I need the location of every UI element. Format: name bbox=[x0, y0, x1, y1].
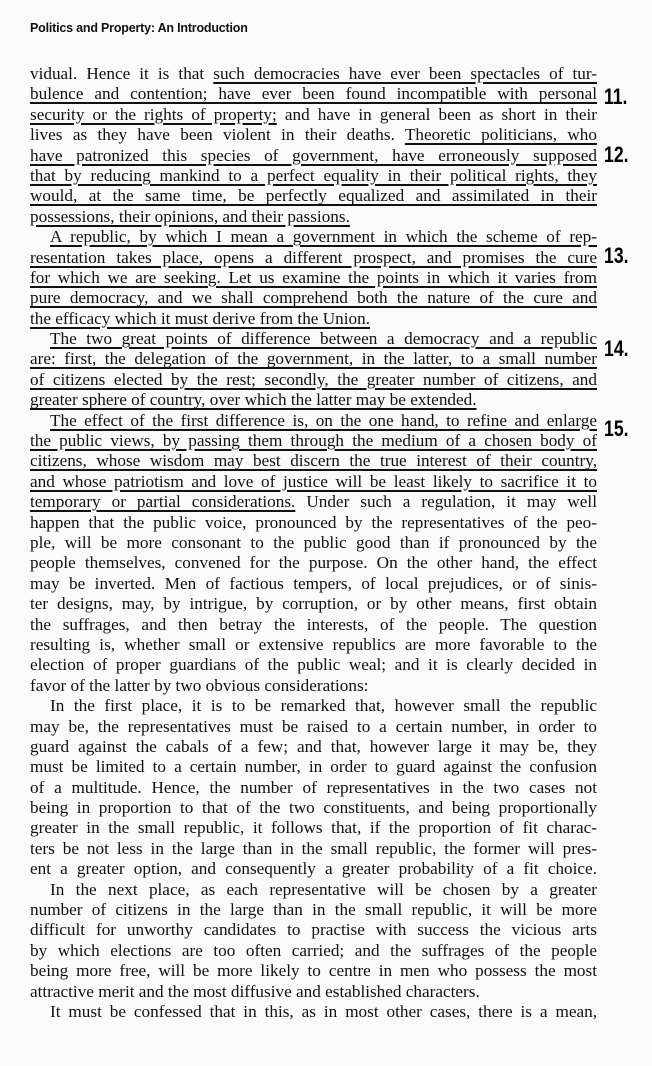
underlined-text: such democracies have ever been spectacles of tur- bbox=[213, 64, 597, 83]
line-content bbox=[50, 1002, 597, 1021]
line-content bbox=[30, 615, 597, 634]
underlined-text: of citizens elected by the rest; secondly, the greater number of citizens, and bbox=[30, 369, 597, 389]
text-segment: difficult for unworthy candidates to practise with success the vicious arts bbox=[30, 920, 597, 940]
text-line bbox=[30, 105, 597, 125]
text-line bbox=[30, 329, 597, 349]
text-line bbox=[30, 696, 597, 716]
body-text bbox=[30, 64, 597, 1022]
text-line bbox=[30, 961, 597, 981]
text-line bbox=[30, 146, 597, 166]
underlined-text: pure democracy, and we shall comprehend both the nature of the cure and bbox=[30, 288, 597, 308]
underlined-text: security or the rights of property; bbox=[30, 104, 277, 124]
text-line bbox=[30, 84, 597, 104]
text-segment: by which elections are too often carried; and the suffrages of the people bbox=[30, 940, 597, 960]
line-content bbox=[50, 696, 597, 715]
line-content bbox=[30, 105, 597, 124]
text-line bbox=[30, 125, 597, 145]
underlined-text: that by reducing mankind to a perfect equality in their political rights, they bbox=[30, 165, 597, 185]
line-content bbox=[30, 982, 480, 1001]
line-content bbox=[30, 961, 597, 980]
text-line bbox=[30, 778, 597, 798]
text-segment: the suffrages, and then betray the interests, of the people. The question bbox=[30, 614, 597, 634]
line-content bbox=[30, 655, 597, 674]
margin-note: 15. bbox=[604, 416, 629, 441]
text-line bbox=[30, 533, 597, 553]
text-line bbox=[30, 431, 597, 451]
text-line bbox=[30, 451, 597, 471]
underlined-text: The two great points of difference between a democracy and a republic bbox=[50, 329, 597, 349]
text-line bbox=[30, 859, 597, 879]
text-segment: ters be not less in the large than in the small republic, the former will pres- bbox=[30, 838, 597, 858]
text-segment: In the next place, as each representative will be chosen by a greater bbox=[50, 879, 597, 899]
text-segment: ple, will be more consonant to the public good than if pronounced by the bbox=[30, 532, 597, 552]
line-content bbox=[30, 288, 597, 307]
underlined-text: greater sphere of country, over which the latter may be extended. bbox=[30, 390, 477, 410]
text-line bbox=[30, 370, 597, 390]
underlined-text: and whose patriotism and love of justice will be least likely to sacrifice it to bbox=[30, 471, 597, 491]
text-line bbox=[30, 737, 597, 757]
line-content bbox=[50, 227, 597, 246]
text-segment: being in proportion to that of the two constituents, and being proportionally bbox=[30, 798, 597, 818]
line-content bbox=[30, 757, 597, 776]
text-line bbox=[30, 880, 597, 900]
text-line bbox=[30, 288, 597, 308]
text-line bbox=[30, 166, 597, 186]
text-segment: ter designs, may, by intrigue, by corruption, or by other means, first obtain bbox=[30, 594, 597, 614]
line-content bbox=[30, 125, 597, 144]
underlined-text: temporary or partial considerations. bbox=[30, 492, 296, 512]
text-line bbox=[30, 818, 597, 838]
text-line bbox=[30, 676, 597, 696]
underlined-text: the efficacy which it must derive from the Union. bbox=[30, 308, 370, 328]
text-line bbox=[30, 635, 597, 655]
text-line bbox=[30, 186, 597, 206]
underlined-text: A republic, by which I mean a government in which the scheme of rep- bbox=[50, 227, 597, 247]
text-line bbox=[30, 839, 597, 859]
text-segment: must be limited to a certain number, in order to guard against the confusion bbox=[30, 757, 597, 777]
margin-note: 12. bbox=[604, 142, 629, 167]
underlined-text: citizens, whose wisdom may best discern the true interest of their country, bbox=[30, 451, 597, 471]
line-content bbox=[30, 941, 597, 960]
text-line bbox=[30, 492, 597, 512]
running-header: Politics and Property: An Introduction bbox=[30, 21, 248, 35]
text-segment: people themselves, convened for the purpose. On the other hand, the effect bbox=[30, 553, 597, 573]
line-content bbox=[30, 472, 597, 491]
text-segment: may be, the representatives must be raised to a certain number, in order to bbox=[30, 716, 597, 736]
line-content bbox=[30, 717, 597, 736]
line-content bbox=[30, 859, 597, 878]
line-content bbox=[30, 676, 368, 695]
text-segment: attractive merit and the most diffusive and established characters. bbox=[30, 981, 480, 1001]
text-segment: guard against the cabals of a few; and that, however large it may be, they bbox=[30, 736, 597, 756]
line-content bbox=[30, 431, 597, 450]
text-segment: vidual. Hence it is that bbox=[30, 64, 214, 83]
line-content bbox=[50, 880, 597, 899]
text-line bbox=[30, 574, 597, 594]
line-content bbox=[30, 737, 597, 756]
text-line bbox=[30, 411, 597, 431]
line-content bbox=[30, 492, 597, 511]
text-line bbox=[30, 472, 597, 492]
text-segment: being more free, will be more likely to centre in men who possess the most bbox=[30, 961, 597, 981]
line-content bbox=[30, 553, 597, 572]
text-line bbox=[30, 349, 597, 369]
line-content bbox=[30, 207, 350, 226]
text-segment: It must be confessed that in this, as in most other cases, there is a mean, bbox=[50, 1001, 597, 1021]
underlined-text: are: first, the delegation of the government, in the latter, to a small number bbox=[30, 349, 597, 369]
line-content bbox=[30, 900, 597, 919]
underlined-text: The effect of the first difference is, on the one hand, to refine and enlarge bbox=[50, 410, 597, 430]
line-content bbox=[30, 349, 597, 368]
text-line bbox=[30, 615, 597, 635]
line-content bbox=[30, 84, 597, 103]
line-content bbox=[30, 778, 597, 797]
underlined-text: possessions, their opinions, and their passions. bbox=[30, 206, 350, 226]
line-content bbox=[30, 839, 597, 858]
line-content bbox=[30, 574, 597, 593]
text-line bbox=[30, 248, 597, 268]
margin-note: 11. bbox=[603, 84, 628, 109]
margin-note: 13. bbox=[604, 243, 629, 268]
text-segment: election of proper guardians of the public weal; and it is clearly decided in bbox=[30, 655, 597, 675]
line-content bbox=[30, 594, 597, 613]
text-segment: resulting is, whether small or extensive republics are more favorable to the bbox=[30, 634, 597, 654]
text-line bbox=[30, 594, 597, 614]
text-segment: ent a greater option, and consequently a greater probability of a fit choice. bbox=[30, 859, 597, 879]
text-segment: favor of the latter by two obvious considerations: bbox=[30, 675, 369, 695]
line-content bbox=[30, 370, 597, 389]
text-line bbox=[30, 513, 597, 533]
text-line bbox=[30, 655, 597, 675]
text-line bbox=[30, 227, 597, 247]
text-line bbox=[30, 309, 597, 329]
text-line bbox=[30, 982, 597, 1002]
text-line bbox=[30, 757, 597, 777]
line-content bbox=[50, 411, 597, 430]
underlined-text: bulence and contention; have ever been found incompatible with personal bbox=[30, 84, 597, 104]
line-content bbox=[30, 166, 597, 185]
line-content bbox=[30, 920, 597, 939]
line-content bbox=[50, 329, 597, 348]
text-line bbox=[30, 1002, 597, 1022]
line-content bbox=[30, 635, 597, 654]
underlined-text: Theoretic politicians, who bbox=[404, 125, 597, 145]
text-line bbox=[30, 900, 597, 920]
underlined-text: resentation takes place, opens a different prospect, and promises the cure bbox=[30, 247, 597, 267]
text-segment: lives as they have been violent in their deaths. bbox=[30, 125, 405, 145]
line-content bbox=[30, 248, 597, 267]
line-content bbox=[30, 451, 597, 470]
text-segment: and have in general been as short in their bbox=[276, 104, 597, 124]
line-content bbox=[30, 309, 370, 328]
text-line bbox=[30, 390, 597, 410]
text-segment: In the first place, it is to be remarked that, however small the republic bbox=[50, 696, 597, 716]
text-line bbox=[30, 798, 597, 818]
text-segment: may be inverted. Men of factious tempers, of local prejudices, or of sinis- bbox=[30, 573, 597, 593]
text-line bbox=[30, 268, 597, 288]
line-content bbox=[30, 818, 597, 837]
margin-note: 14. bbox=[604, 336, 629, 361]
line-content bbox=[30, 186, 597, 205]
text-line bbox=[30, 207, 597, 227]
text-line bbox=[30, 553, 597, 573]
text-line bbox=[30, 920, 597, 940]
text-segment: Under such a regulation, it may well bbox=[295, 492, 597, 512]
underlined-text: for which we are seeking. Let us examine the points in which it varies from bbox=[30, 267, 597, 287]
text-line bbox=[30, 64, 597, 84]
line-content bbox=[30, 64, 597, 83]
line-content bbox=[30, 146, 597, 165]
line-content bbox=[30, 798, 597, 817]
text-segment: happen that the public voice, pronounced by the representatives of the peo- bbox=[30, 512, 597, 532]
line-content bbox=[30, 533, 597, 552]
text-line bbox=[30, 717, 597, 737]
underlined-text: have patronized this species of government, have erroneously supposed bbox=[30, 145, 597, 165]
line-content bbox=[30, 268, 597, 287]
text-segment: number of citizens in the large than in the small republic, it will be more bbox=[30, 900, 597, 920]
underlined-text: would, at the same time, be perfectly equalized and assimilated in their bbox=[30, 186, 597, 206]
underlined-text: the public views, by passing them through the medium of a chosen body of bbox=[30, 431, 597, 451]
text-line bbox=[30, 941, 597, 961]
text-segment: of a multitude. Hence, the number of representatives in the two cases not bbox=[30, 777, 597, 797]
line-content bbox=[30, 513, 597, 532]
line-content bbox=[30, 390, 477, 409]
text-segment: greater in the small republic, it follows that, if the proportion of fit charac- bbox=[30, 818, 597, 838]
